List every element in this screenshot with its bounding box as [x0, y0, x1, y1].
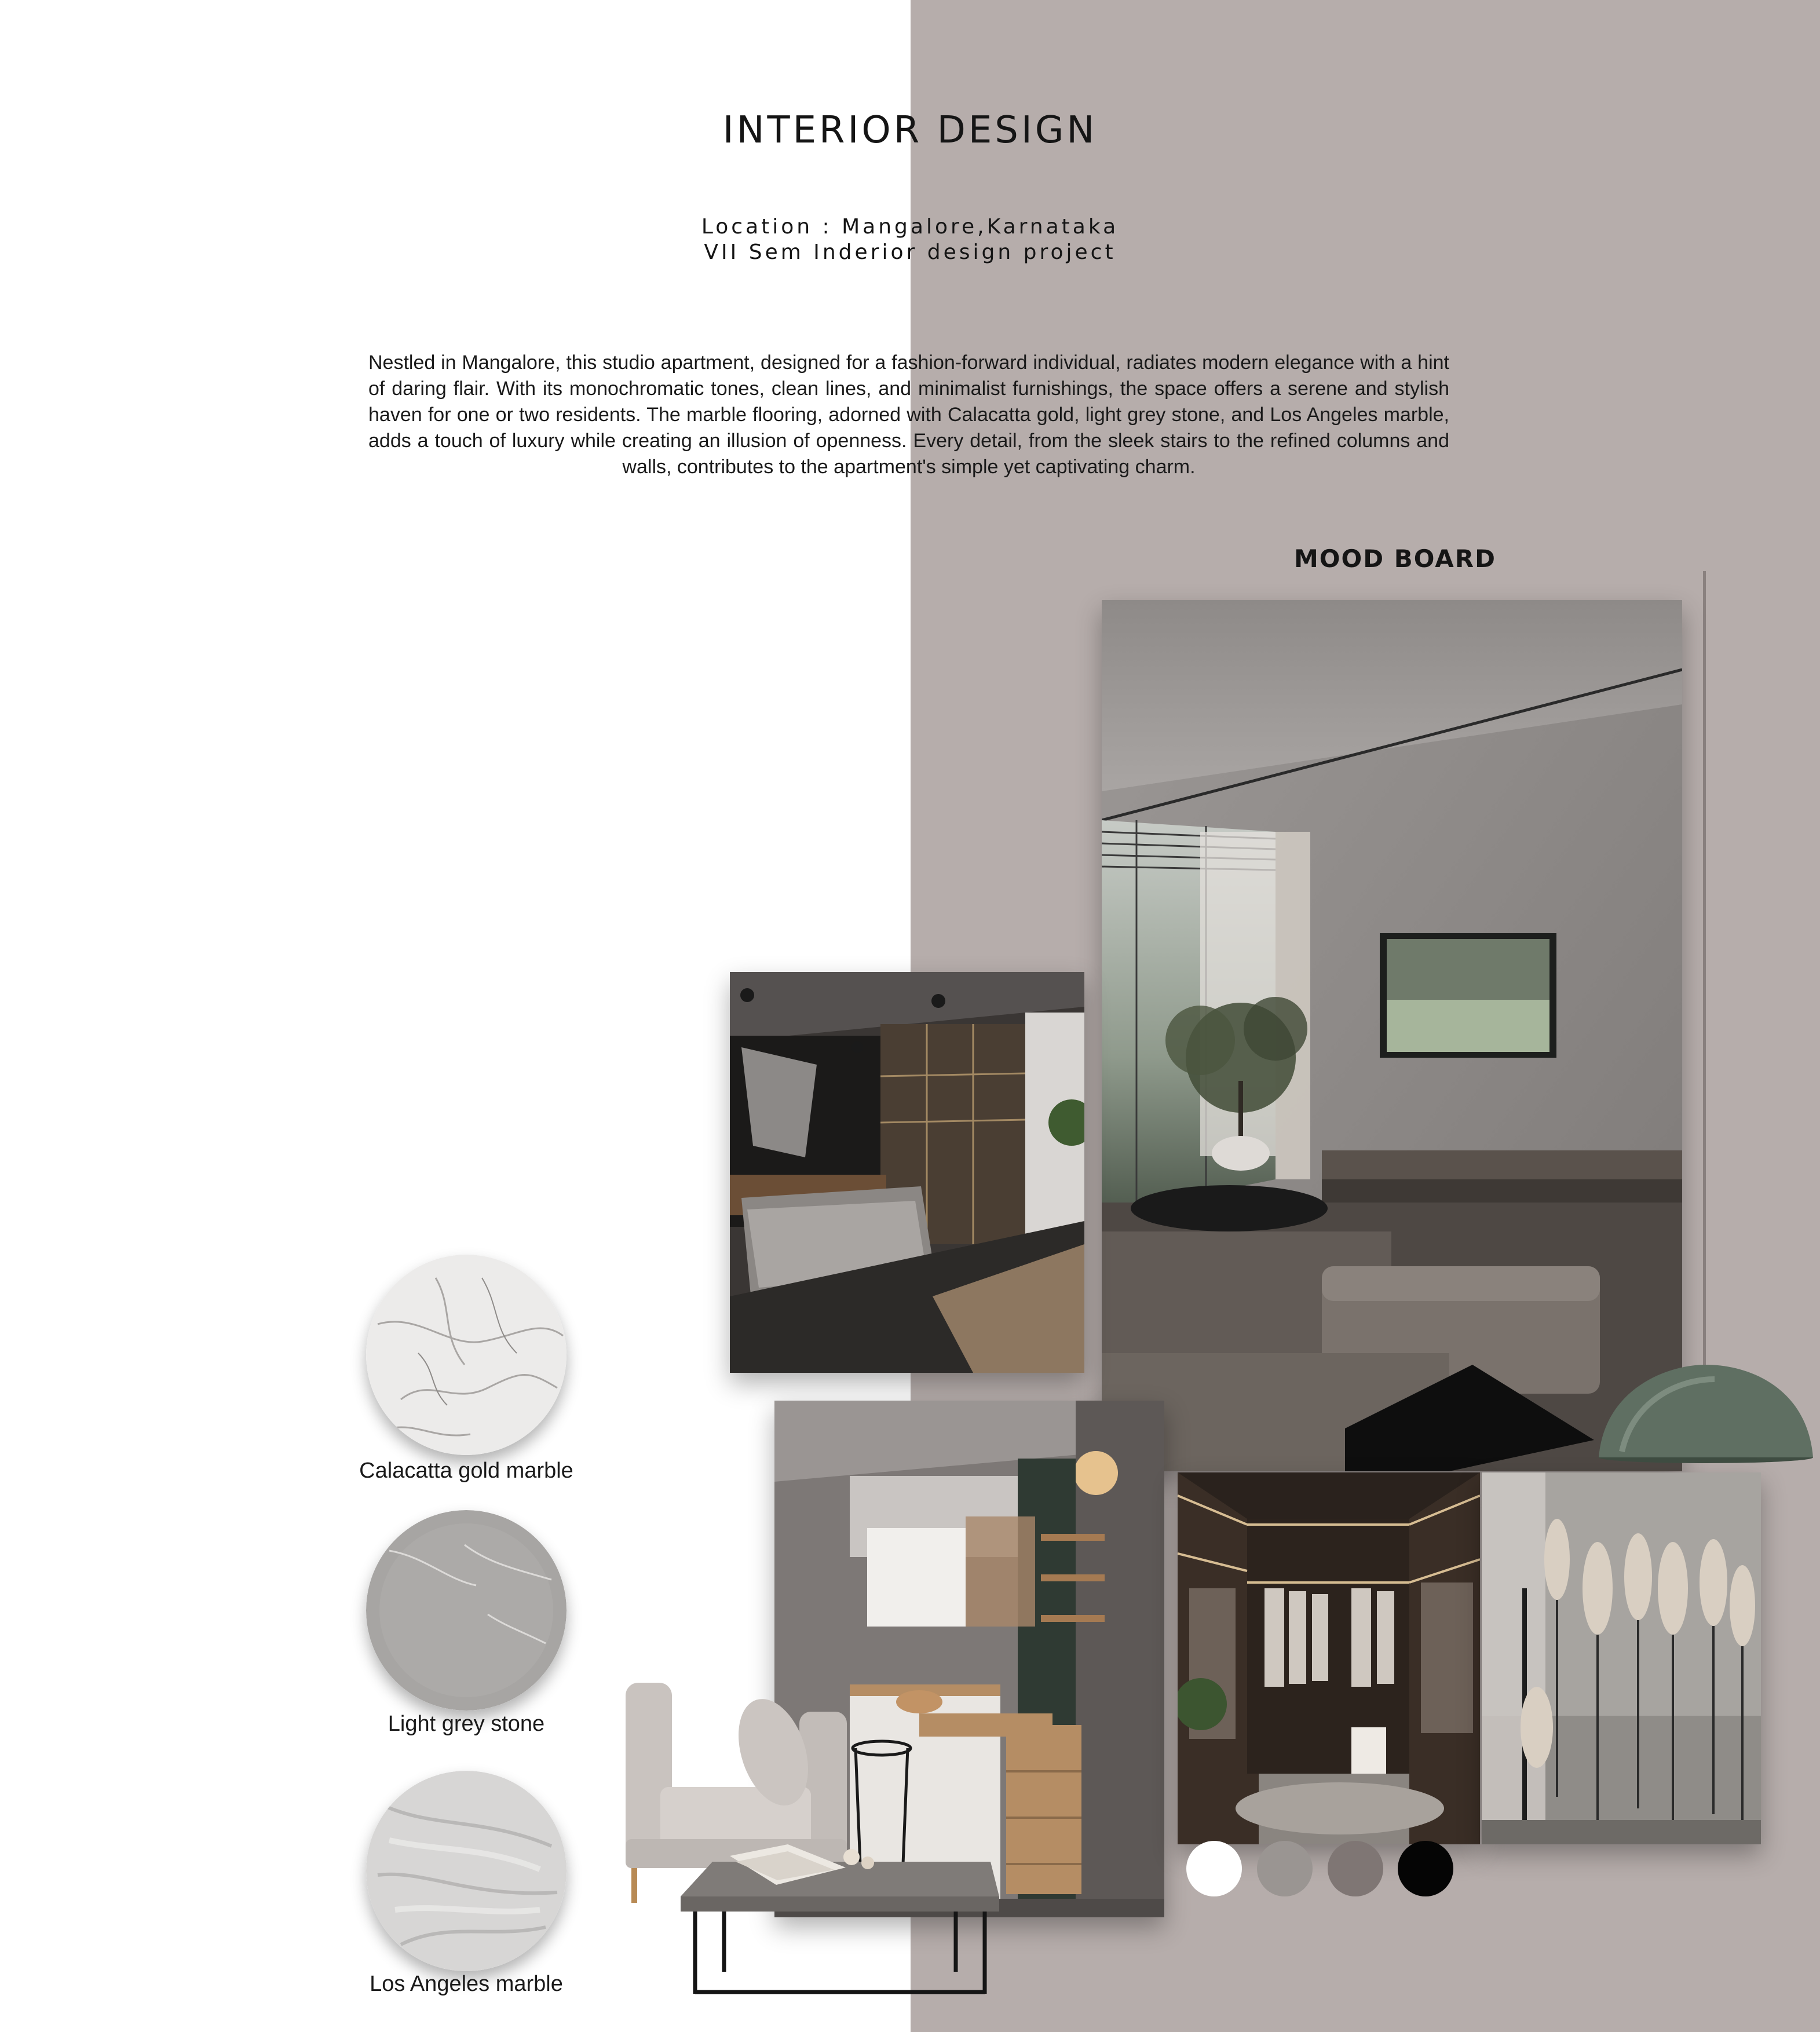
- coffee-table-cutout: [678, 1844, 1002, 2000]
- project-line: VII Sem Inderior design project: [704, 240, 1116, 264]
- palette-swatch-black: [1398, 1841, 1453, 1896]
- page-title: INTERIOR DESIGN: [722, 109, 1098, 152]
- bedroom-photo: [730, 972, 1084, 1373]
- light-grey-stone-label: Light grey stone: [388, 1712, 545, 1736]
- living-room-photo: [1102, 600, 1682, 1471]
- calacatta-gold-marble-swatch: [366, 1255, 567, 1455]
- light-grey-stone-swatch: [366, 1510, 567, 1711]
- palette-swatch-white: [1186, 1841, 1242, 1896]
- location-line: Location : Mangalore,Karnataka: [701, 215, 1119, 239]
- divider-line: [1703, 571, 1706, 1394]
- palette-swatch-light-grey: [1257, 1841, 1313, 1896]
- los-angeles-marble-swatch: [366, 1771, 567, 1971]
- calacatta-gold-marble-label: Calacatta gold marble: [359, 1459, 573, 1483]
- walk-in-closet-photo: [1178, 1472, 1480, 1844]
- project-description: Nestled in Mangalore, this studio apartment, designed for a fashion-forward individual, radiates modern elegance with a hint of daring flair. With its monochromatic tones, clean lines, and minimalist furnishings, the space offers a serene and stylish haven for one or two residents. The marble flooring, adorned with Calacatta gold, light grey stone, and Los Angeles marble, adds a touch of luxury while creating an illusion of openness. Every detail, from the sleek stairs to the refined columns and walls, contributes to the apartment's simple yet captivating charm.: [368, 352, 1449, 478]
- pendant-lamp-cutout: [1599, 1365, 1813, 1463]
- mood-board-title: MOOD BOARD: [1294, 544, 1496, 573]
- mannequins-photo: [1482, 1472, 1761, 1844]
- los-angeles-marble-label: Los Angeles marble: [370, 1972, 563, 1996]
- palette-swatch-taupe-grey: [1328, 1841, 1383, 1896]
